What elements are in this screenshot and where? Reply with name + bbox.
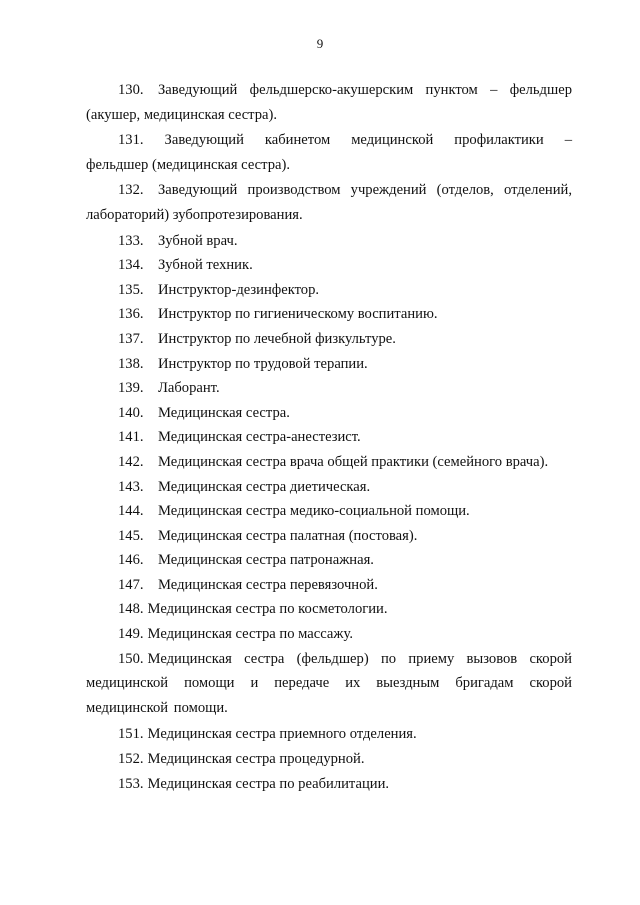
- item-text: Медицинская сестра-анестезист.: [158, 429, 361, 446]
- item-number: 150.: [118, 650, 144, 667]
- item-text: Медицинская сестра.: [158, 404, 290, 421]
- item-text: Медицинская сестра (фельдшер) по приему вызовов скорой медицинской помощи и передаче их выездным бригадам скорой медицинской помощи.: [86, 650, 572, 716]
- item-text: Медицинская сестра приемного отделения.: [147, 726, 417, 743]
- list-item-140: [86, 401, 572, 426]
- item-number: 137.: [118, 330, 144, 347]
- item-text: Медицинская сестра палатная (постовая).: [158, 527, 418, 544]
- list-item-143: [86, 475, 572, 500]
- list-item-137: [86, 327, 572, 352]
- item-word: –: [564, 132, 572, 149]
- item-number: 140.: [118, 404, 144, 421]
- item-text: Зубной техник.: [158, 257, 253, 274]
- list-item-135: [86, 278, 572, 303]
- item-number: 135.: [118, 281, 144, 298]
- item-number: 132.: [118, 182, 144, 199]
- item-word: Заведующий: [164, 132, 244, 149]
- item-number: 152.: [118, 751, 144, 768]
- item-text: Медицинская сестра перевязочной.: [158, 576, 378, 593]
- list-item-148: [86, 597, 572, 622]
- item-text: Медицинская сестра по косметологии.: [147, 601, 388, 618]
- list-item-132: [86, 178, 572, 227]
- item-number: 149.: [118, 626, 144, 643]
- item-text: Заведующий фельдшерско-акушерским пунктом – фельдшер (акушер, медицинская сестра).: [86, 82, 572, 123]
- item-number: 151.: [118, 726, 144, 743]
- item-number: 153.: [118, 775, 144, 792]
- page-number: 9: [316, 36, 324, 51]
- item-text: Медицинская сестра диетическая.: [158, 478, 371, 495]
- list-item-152: [86, 747, 572, 772]
- list-item-138: [86, 352, 572, 377]
- item-number: 131.: [118, 132, 144, 149]
- item-number: 147.: [118, 576, 144, 593]
- item-number: 148.: [118, 601, 144, 618]
- item-number: 141.: [118, 429, 144, 446]
- list-item-147: [86, 573, 572, 598]
- list-item-153: [86, 772, 572, 797]
- item-number: 136.: [118, 306, 144, 323]
- item-number: 130.: [118, 82, 144, 98]
- list-item-144: [86, 499, 572, 524]
- item-text: Медицинская сестра врача общей практики (семейного врача).: [158, 453, 549, 470]
- item-number: 146.: [118, 552, 144, 569]
- item-number: 142.: [118, 453, 144, 470]
- list-item-134: [86, 253, 572, 278]
- item-continuation: фельдшер (медицинская сестра).: [86, 156, 290, 173]
- item-text: Лаборант.: [158, 380, 220, 397]
- list-item-142: [86, 450, 572, 475]
- list-item-145: [86, 524, 572, 549]
- item-text: Зубной врач.: [158, 232, 238, 249]
- item-first-line: [86, 128, 572, 153]
- item-text: Инструктор по гигиеническому воспитанию.: [158, 306, 438, 323]
- document-body: [86, 78, 572, 796]
- item-word: медицинской: [351, 132, 434, 149]
- list-item-136: [86, 302, 572, 327]
- item-number: 144.: [118, 503, 144, 520]
- item-number: 134.: [118, 257, 144, 274]
- item-text: Инструктор по трудовой терапии.: [158, 355, 368, 372]
- list-item-130: [86, 78, 572, 127]
- item-number: 145.: [118, 527, 144, 544]
- item-text: Медицинская сестра по массажу.: [147, 626, 353, 643]
- item-text: Инструктор-дезинфектор.: [158, 281, 320, 298]
- list-item-146: [86, 548, 572, 573]
- list-item-150: [86, 647, 572, 721]
- item-number: 138.: [118, 355, 144, 372]
- list-item-151: [86, 722, 572, 747]
- list-item-139: [86, 376, 572, 401]
- item-text: Инструктор по лечебной физкультуре.: [158, 330, 396, 347]
- item-number: 139.: [118, 380, 144, 397]
- list-item-133: [86, 229, 572, 254]
- item-number: 133.: [118, 232, 144, 249]
- item-text: Медицинская сестра патронажная.: [158, 552, 374, 569]
- item-text: Медицинская сестра по реабилитации.: [147, 775, 390, 792]
- item-text: Медицинская сестра процедурной.: [147, 751, 365, 768]
- list-item-149: [86, 622, 572, 647]
- item-word: кабинетом: [264, 132, 331, 149]
- item-text: Заведующий производством учреждений (отделов, отделений, лабораторий) зубопротезирования.: [86, 182, 572, 223]
- item-text: Медицинская сестра медико-социальной помощи.: [158, 503, 470, 520]
- item-word: профилактики: [454, 132, 544, 149]
- list-item-131: [86, 128, 572, 177]
- list-item-141: [86, 425, 572, 450]
- item-number: 143.: [118, 478, 144, 495]
